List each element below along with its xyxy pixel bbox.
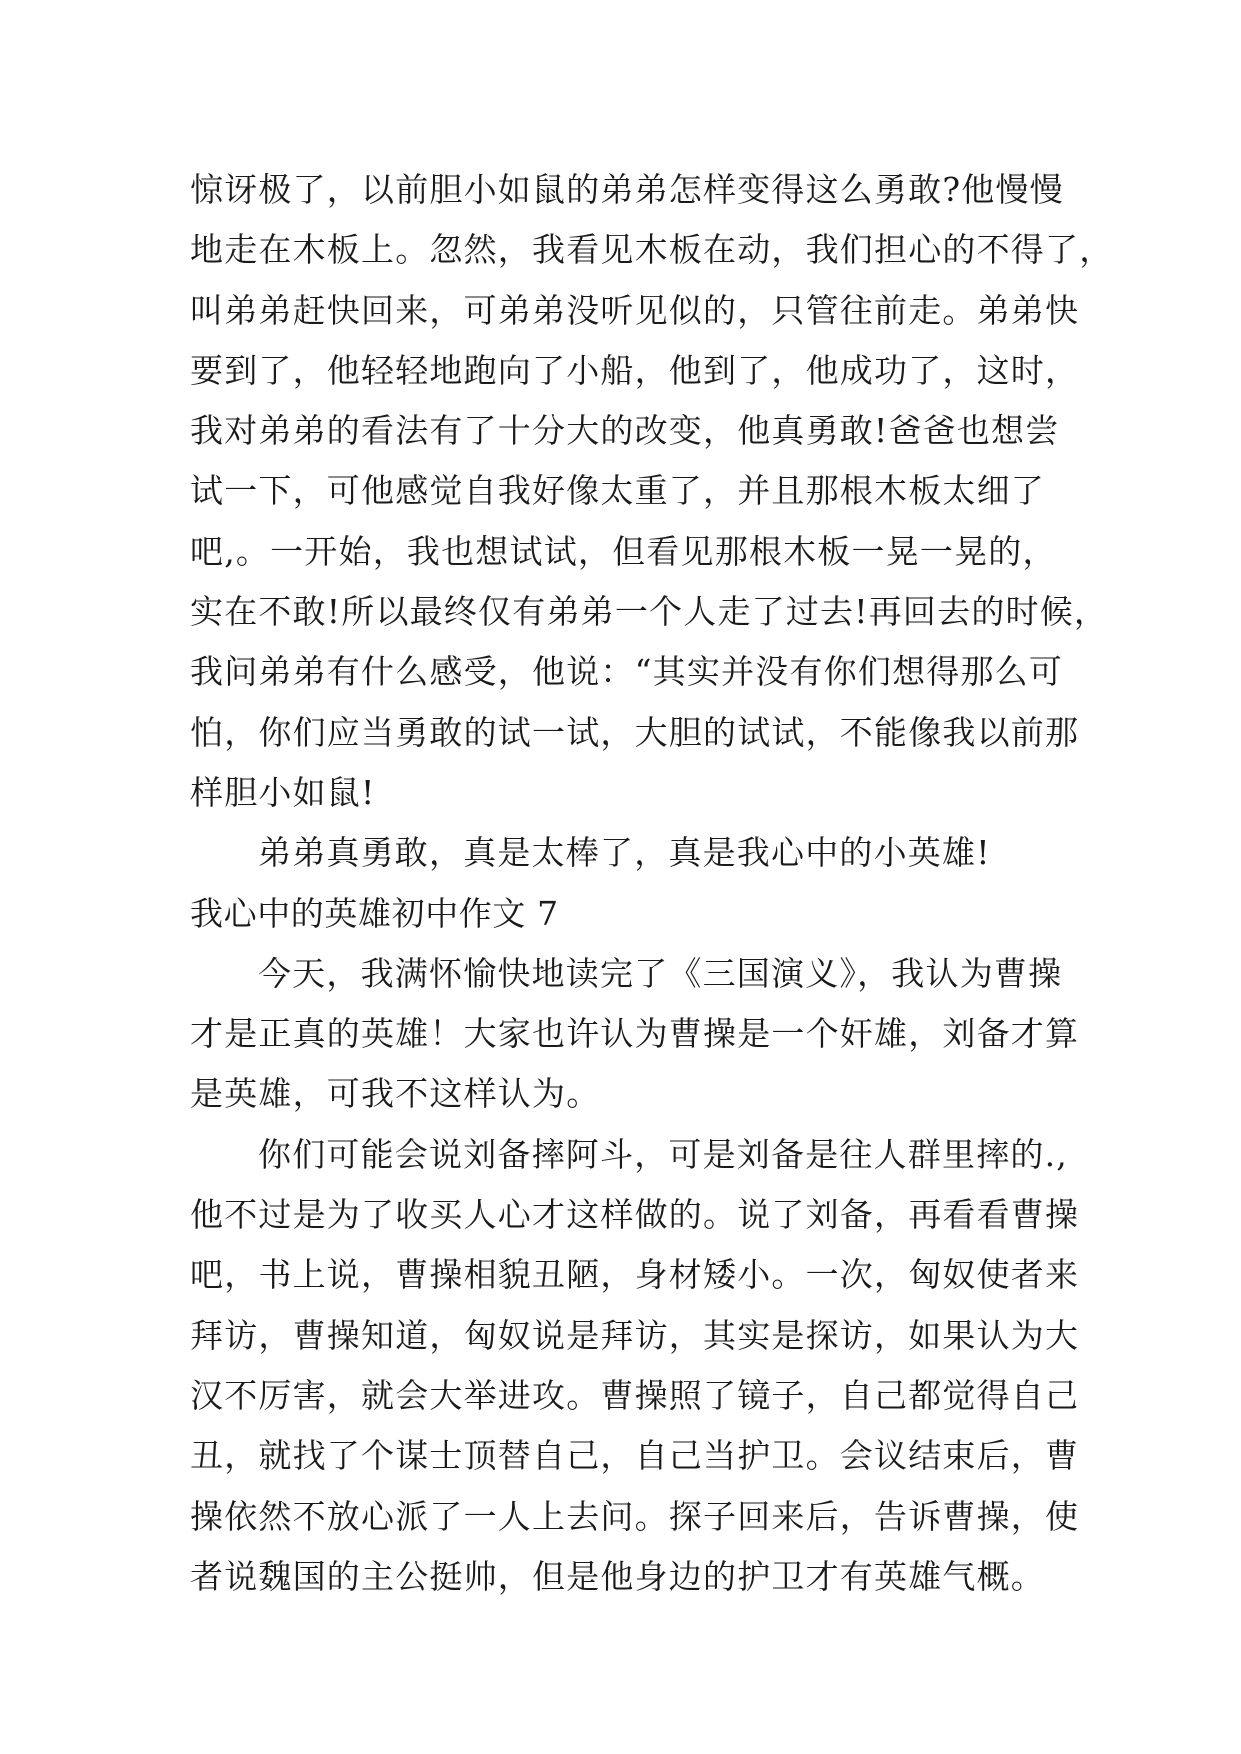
text-line: 才是正真的英雄！大家也许认为曹操是一个奸雄，刘备才算	[190, 1014, 1080, 1054]
text-line: 吧，书上说，曹操相貌丑陋，身材矮小。一次，匈奴使者来	[190, 1255, 1080, 1295]
text-line: 实在不敢!所以最终仅有弟弟一个人走了过去!再回去的时候，	[190, 592, 1109, 632]
text-line: 惊讶极了，以前胆小如鼠的弟弟怎样变得这么勇敢?他慢慢	[190, 170, 1064, 209]
text-line: 操依然不放心派了一人上去问。探子回来后，告诉曹操，使	[190, 1496, 1080, 1536]
text-line: 叫弟弟赶快回来，可弟弟没听见似的，只管往前走。弟弟快	[190, 290, 1080, 330]
text-line: 地走在木板上。忽然，我看见木板在动，我们担心的不得了，	[190, 230, 1114, 270]
text-line: 拜访，曹操知道，匈奴说是拜访，其实是探访，如果认为大	[190, 1315, 1080, 1355]
text-line: 汉不厉害，就会大举进攻。曹操照了镜子，自己都觉得自己	[190, 1375, 1080, 1415]
text-line: 他不过是为了收买人心才这样做的。说了刘备，再看看曹操	[190, 1195, 1080, 1235]
paragraph-line: 弟弟真勇敢，真是太棒了，真是我心中的小英雄!	[258, 833, 991, 873]
text-line: 要到了，他轻轻地跑向了小船，他到了，他成功了，这时，	[190, 350, 1080, 390]
text-line: 怕，你们应当勇敢的试一试，大胆的试试，不能像我以前那	[190, 712, 1080, 752]
text-line: 试一下，可他感觉自我好像太重了，并且那根木板太细了	[190, 471, 1045, 511]
text-line: 我对弟弟的看法有了十分大的改变，他真勇敢!爸爸也想尝	[190, 411, 1060, 451]
text-line: 我问弟弟有什么感受，他说：“其实并没有你们想得那么可	[190, 652, 1064, 692]
section-heading: 我心中的英雄初中作文 7	[190, 893, 559, 933]
paragraph-line: 你们可能会说刘备摔阿斗，可是刘备是往人群里摔的.,	[258, 1134, 1068, 1174]
text-line: 丑，就找了个谋士顶替自己，自己当护卫。会议结束后，曹	[190, 1436, 1080, 1476]
essay-text-block	[190, 160, 1114, 1607]
text-line: 样胆小如鼠!	[190, 772, 376, 812]
text-line: 吧,。一开始，我也想试试，但看见那根木板一晃一晃的，	[190, 531, 1057, 571]
paragraph-line: 今天，我满怀愉快地读完了《三国演义》，我认为曹操	[258, 953, 1063, 993]
text-line: 是英雄，可我不这样认为。	[190, 1074, 601, 1114]
text-line: 者说魏国的主公挺帅，但是他身边的护卫才有英雄气概。	[190, 1556, 1045, 1596]
